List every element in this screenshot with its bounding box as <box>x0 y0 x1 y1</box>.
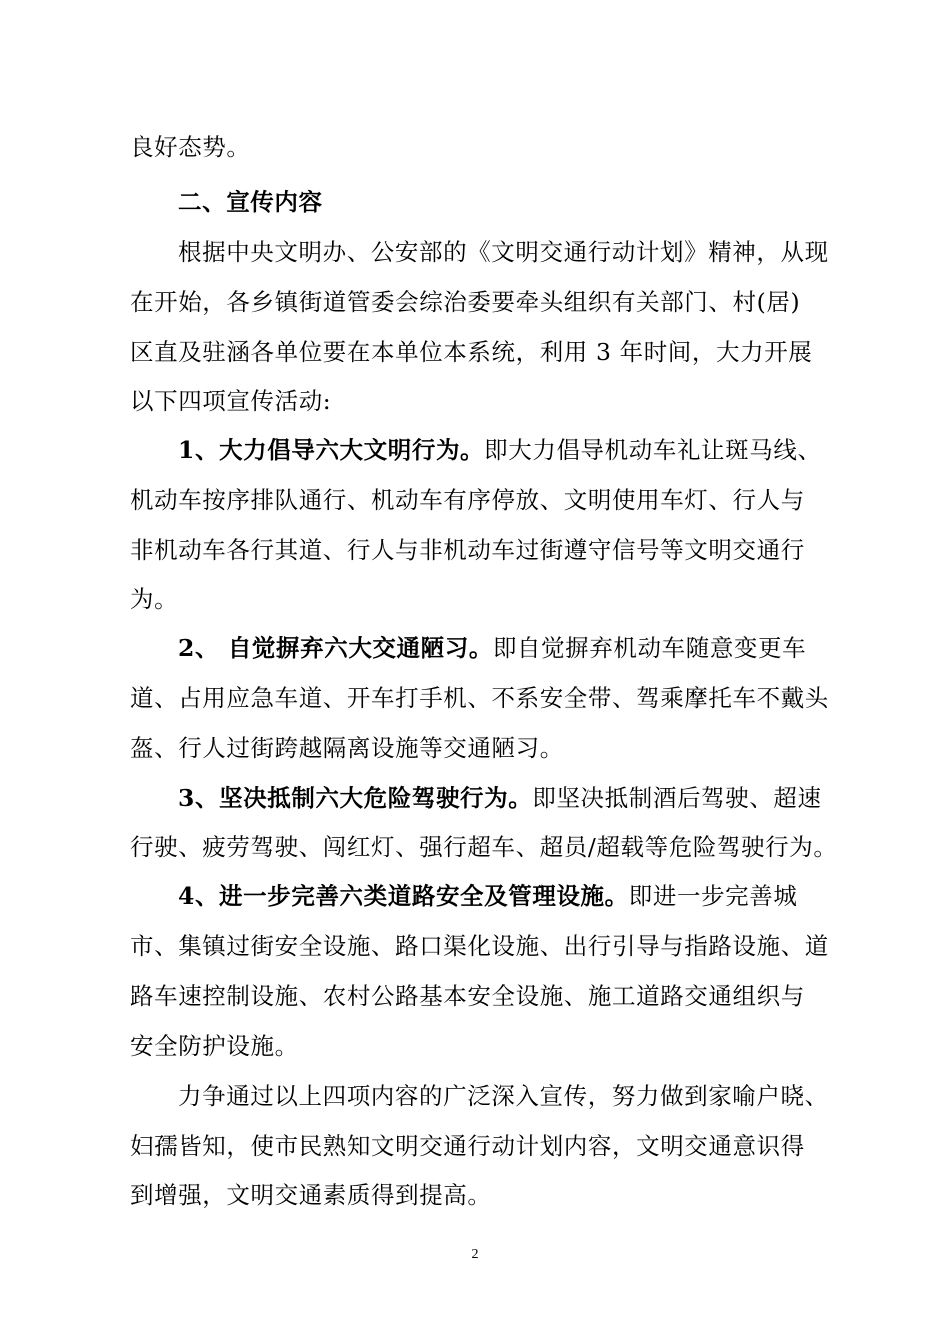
list-item-4 <box>178 880 797 912</box>
text-line: 良好态势。 <box>130 133 251 161</box>
text-line: 道、占用应急车道、开车打手机、不系安全带、驾乘摩托车不戴头 <box>130 684 829 712</box>
list-item-text: 即大力倡导机动车礼让斑马线、 <box>484 436 822 464</box>
list-item-2 <box>178 632 806 664</box>
list-item-heading: 3、坚决抵制六大危险驾驶行为。 <box>178 784 533 812</box>
text-line: 到增强，文明交通素质得到提高。 <box>130 1181 492 1209</box>
list-item-1 <box>178 434 822 466</box>
text-line: 根据中央文明办、公安部的《文明交通行动计划》精神，从现 <box>178 238 829 266</box>
text-line: 路车速控制设施、农村公路基本安全设施、施工道路交通组织与 <box>130 982 805 1010</box>
section-heading: 二、宣传内容 <box>178 188 323 216</box>
text-line: 安全防护设施。 <box>130 1032 299 1060</box>
text-line: 机动车按序排队通行、机动车有序停放、文明使用车灯、行人与 <box>130 486 805 514</box>
text-line: 妇孺皆知，使市民熟知文明交通行动计划内容，文明交通意识得 <box>130 1132 805 1160</box>
text-line: 行驶、疲劳驾驶、闯红灯、强行超车、超员/超载等危险驾驶行为。 <box>130 833 838 861</box>
text-line: 市、集镇过街安全设施、路口渠化设施、出行引导与指路设施、道 <box>130 932 829 960</box>
list-item-heading: 2、 自觉摒弃六大交通陋习。 <box>178 634 493 662</box>
list-item-heading: 4、进一步完善六类道路安全及管理设施。 <box>178 882 629 910</box>
text-line: 为。 <box>130 585 179 613</box>
text-line: 盔、行人过街跨越隔离设施等交通陋习。 <box>130 734 564 762</box>
list-item-text: 即进一步完善城 <box>628 882 798 910</box>
text-line: 非机动车各行其道、行人与非机动车过街遵守信号等文明交通行 <box>130 536 805 564</box>
page-number: 2 <box>471 1247 479 1262</box>
list-item-text: 即坚决抵制酒后驾驶、超速 <box>532 784 822 812</box>
text-line: 力争通过以上四项内容的广泛深入宣传，努力做到家喻户晓、 <box>178 1082 829 1110</box>
text-line: 在开始，各乡镇街道管委会综治委要牵头组织有关部门、村(居) <box>130 288 801 316</box>
list-item-text: 即自觉摒弃机动车随意变更车 <box>492 634 807 662</box>
text-line: 以下四项宣传活动: <box>130 387 332 415</box>
list-item-heading: 1、大力倡导六大文明行为。 <box>178 436 485 464</box>
text-line: 区直及驻涵各单位要在本单位本系统，利用 3 年时间，大力开展 <box>130 338 813 366</box>
list-item-3 <box>178 782 822 814</box>
